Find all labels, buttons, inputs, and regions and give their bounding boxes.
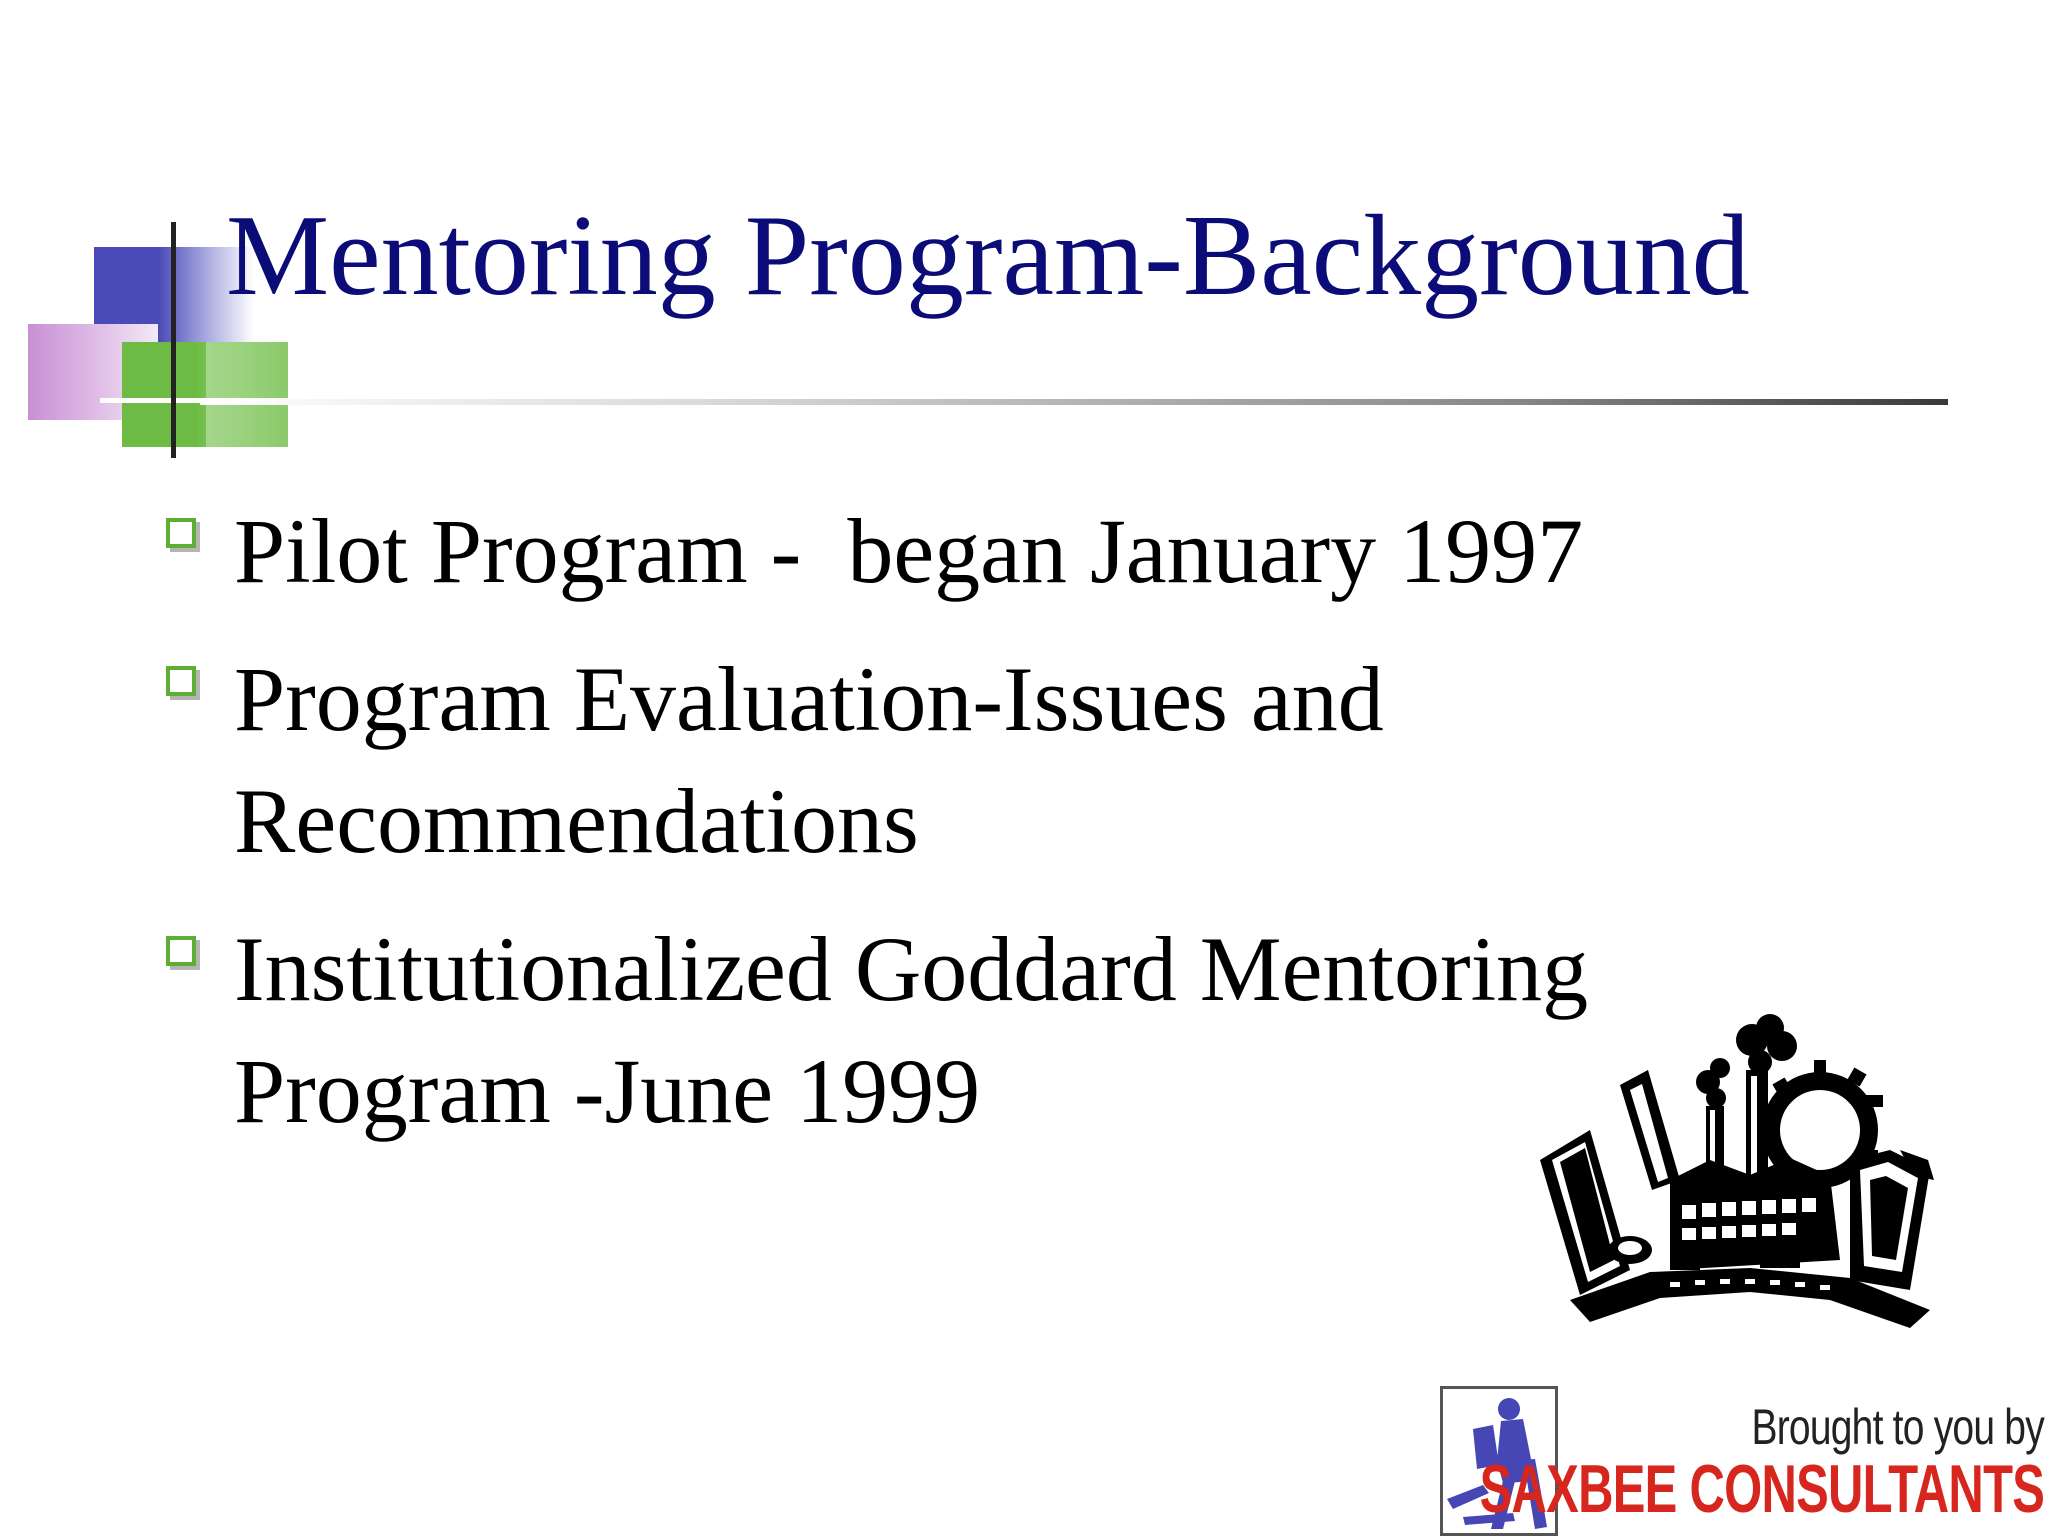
bullet-item: [160, 638, 1810, 882]
slide-title: Mentoring Program-Background: [226, 192, 1750, 320]
decor-green-square-inner: [206, 342, 288, 447]
logo-tagline: Brought to you by: [1751, 1399, 2044, 1455]
bullet-text: Pilot Program - began January 1997: [234, 500, 1584, 602]
title-underline-rule: [200, 399, 1948, 405]
factory-clipart-icon: [1530, 1010, 1950, 1350]
square-bullet-icon: [166, 666, 196, 696]
logo-company-name: SAXBEE CONSULTANTS: [1479, 1451, 2044, 1527]
right-buildings: [1850, 1150, 1934, 1290]
saxbee-logo: [1440, 1384, 2048, 1536]
bullet-item: [160, 490, 1810, 612]
factory-building: [1670, 1158, 1840, 1270]
bullet-text: Program Evaluation-Issues and Recommendations: [234, 648, 1384, 872]
bullet-text: Institutionalized Goddard Mentoring Program -June 1999: [234, 918, 1589, 1142]
decor-vertical-line: [171, 222, 176, 458]
left-buildings: [1540, 1130, 1652, 1295]
square-bullet-icon: [166, 936, 196, 966]
square-bullet-icon: [166, 518, 196, 548]
